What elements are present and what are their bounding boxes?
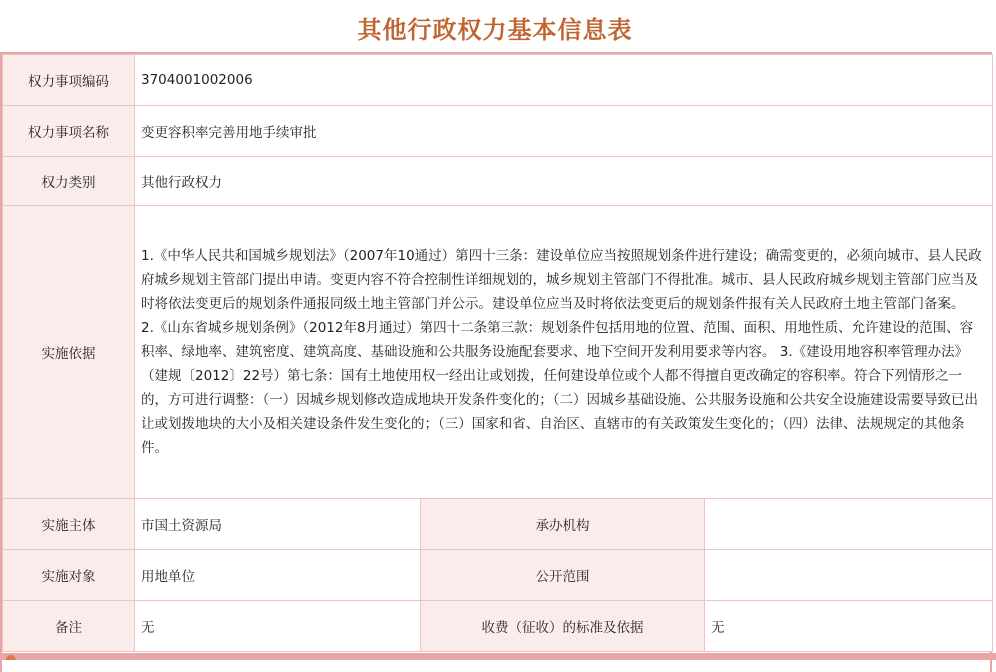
remark-label: 备注 [3,601,135,652]
scope-value [705,550,993,601]
table-row-subject [3,499,993,550]
basis-label: 实施依据 [3,206,135,499]
basis-paragraph-2: 2.《山东省城乡规划条例》（2012年8月通过）第四十二条第三款：规划条件包括用地的位置、范围、面积、用地性质、允许建设的范围、容积率、绿地率、建筑密度、建筑高度、基础设施和公共服务设施配套要求、地下空间开发利用要求等内容。 3.《建设用地容积率管理办法》（建规〔2012〕22号）第七条：国有土地使用权一经出让或划拨，任何建设单位或个人都不得擅自更改确定的容积率。符合下列情形之一的，方可进行调整：（一）因城乡规划修改造成地块开发条件变化的；（二）因城乡基础设施、公共服务设施和公共安全设施建设需要导致已出让或划拨地块的大小及相关建设条件发生变化的；（三）国家和省、自治区、直辖市的有关政策发生变化的；（四）法律、法规规定的其他条件。 [141,320,978,456]
fee-value: 无 [705,601,993,652]
item-name-value: 变更容积率完善用地手续审批 [135,106,993,157]
target-value: 用地单位 [135,550,421,601]
page-title: 其他行政权力基本信息表 [357,15,633,44]
item-code-label: 权力事项编码 [3,55,135,106]
basis-value [135,206,993,499]
table-row-item-code [3,55,993,106]
scope-label: 公开范围 [421,550,705,601]
fee-label: 收费（征收）的标准及依据 [421,601,705,652]
undertaker-value [705,499,993,550]
target-label: 实施对象 [3,550,135,601]
item-name-label: 权力事项名称 [3,106,135,157]
table-row-remark [3,601,993,652]
table-row-category [3,157,993,206]
category-value: 其他行政权力 [135,157,993,206]
subject-value: 市国土资源局 [135,499,421,550]
bottom-border-band [0,653,996,660]
table-row-item-name [3,106,993,157]
table-row-target [3,550,993,601]
basis-paragraph-1: 1.《中华人民共和国城乡规划法》（2007年10通过）第四十三条：建设单位应当按照规划条件进行建设；确需变更的，必须向城市、县人民政府城乡规划主管部门提出申请。变更内容不符合控制性详细规划的，城乡规划主管部门不得批准。城市、县人民政府城乡规划主管部门应当及时将依法变更后的规划条件通报同级土地主管部门并公示。建设单位应当及时将依法变更后的规划条件报有关人民政府土地主管部门备案。 [141,248,982,312]
subject-label: 实施主体 [3,499,135,550]
info-table [2,54,993,652]
undertaker-label: 承办机构 [421,499,705,550]
remark-value: 无 [135,601,421,652]
category-label: 权力类别 [3,157,135,206]
table-row-basis [3,206,993,499]
item-code-value: 3704001002006 [135,55,993,106]
info-table-container [0,52,992,672]
